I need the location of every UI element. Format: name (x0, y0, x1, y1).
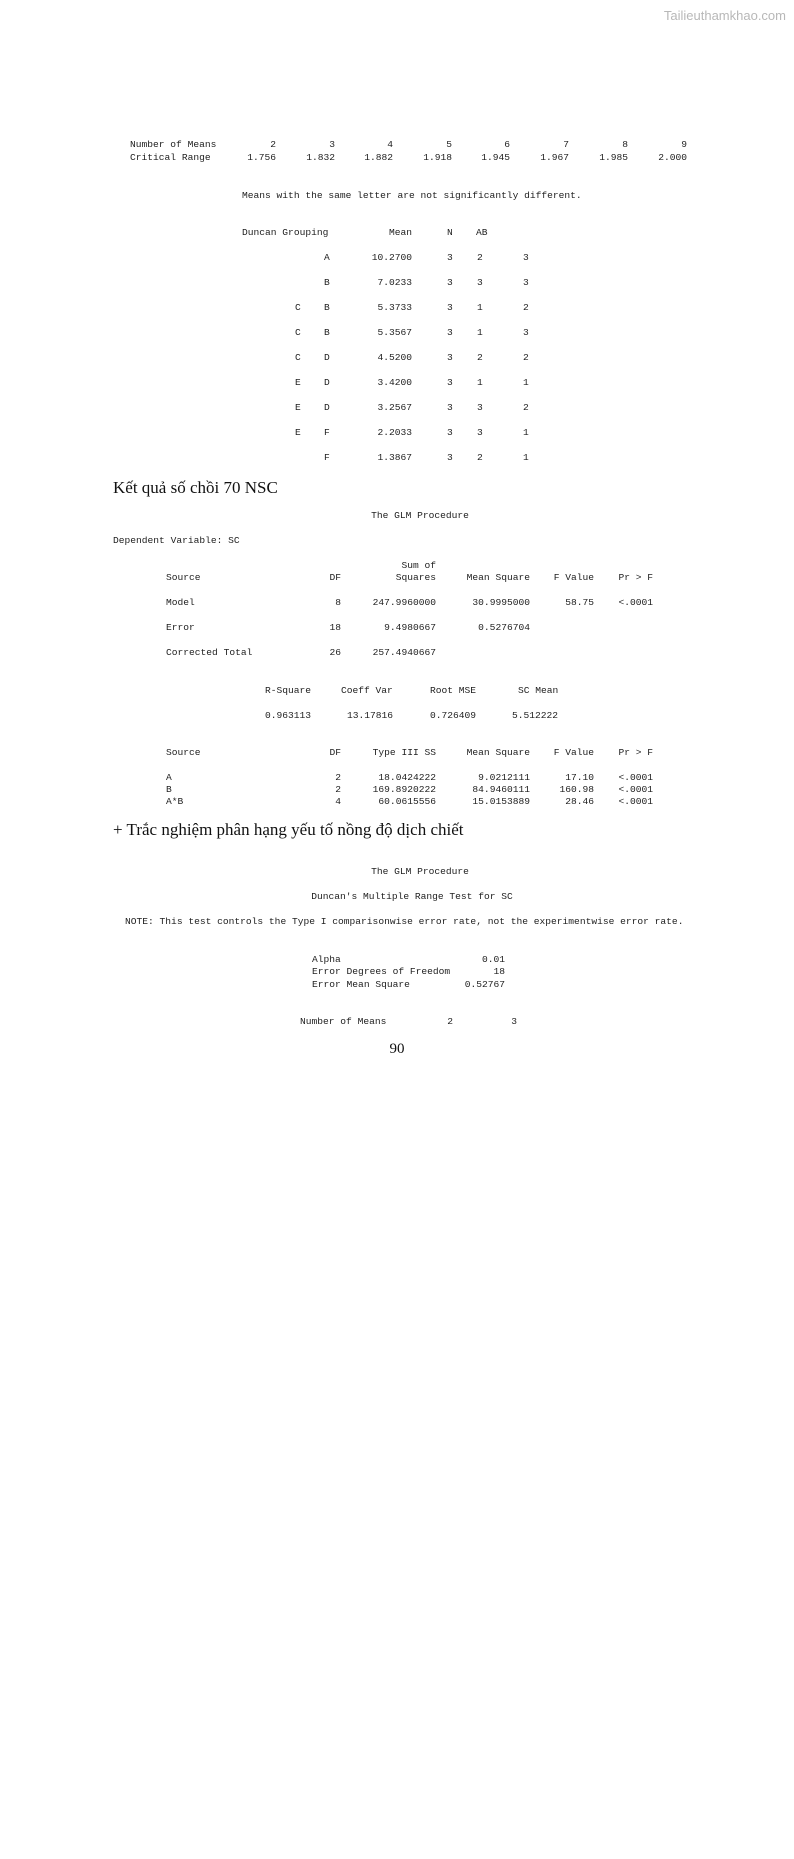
duncan-mean: 2.2033 (377, 427, 412, 438)
duncan-mean: 5.3733 (377, 302, 412, 313)
duncan-letter-2: B (324, 277, 330, 288)
duncan-n: 3 (447, 452, 453, 463)
header-type3-ss: Type III SS (372, 747, 436, 758)
anova-source: Model (166, 597, 195, 608)
critical-range-value: 2.000 (658, 152, 687, 163)
header-mean: Mean (388, 227, 412, 238)
anova-ss: 257.4940667 (372, 647, 436, 658)
anova-ms: 0.5276704 (478, 622, 530, 633)
duncan-b: 1 (523, 452, 529, 463)
param-label-alpha: Alpha (312, 954, 341, 965)
procedure-title: The GLM Procedure (371, 866, 469, 877)
header-coeff-var: Coeff Var (341, 685, 393, 696)
page-number: 90 (389, 1041, 405, 1057)
anova-source: Corrected Total (166, 647, 253, 658)
duncan-mean: 3.2567 (377, 402, 412, 413)
anova-df: 18 (329, 622, 341, 633)
critical-range-value: 1.882 (364, 152, 393, 163)
type3-f: 17.10 (565, 772, 594, 783)
duncan-a: 3 (477, 277, 483, 288)
duncan-mean: 4.5200 (377, 352, 412, 363)
type3-f: 160.98 (559, 784, 594, 795)
critical-range-value: 1.967 (540, 152, 569, 163)
duncan-a: 2 (477, 452, 483, 463)
header-ss-top: Sum of (401, 560, 436, 571)
duncan-n: 3 (447, 352, 453, 363)
duncan-letter-1: C (295, 352, 301, 363)
duncan-letter-1: C (295, 302, 301, 313)
header-ss-bottom: Squares (395, 572, 436, 583)
means-count: 4 (387, 139, 393, 150)
duncan-a: 3 (477, 402, 483, 413)
anova-ss: 9.4980667 (384, 622, 436, 633)
duncan-letter-1: C (295, 327, 301, 338)
type3-df: 2 (335, 772, 341, 783)
duncan-mean: 10.2700 (371, 252, 412, 263)
coeff-var-value: 13.17816 (347, 710, 394, 721)
means-count: 7 (563, 139, 569, 150)
type3-df: 2 (335, 784, 341, 795)
duncan-mean: 3.4200 (377, 377, 412, 388)
param-value-error-ms: 0.52767 (464, 979, 505, 990)
type3-p: <.0001 (618, 796, 653, 807)
means-count: 5 (446, 139, 452, 150)
row-label-number-of-means: Number of Means (300, 1016, 387, 1027)
duncan-letter-2: B (324, 302, 330, 313)
critical-range-value: 1.918 (423, 152, 452, 163)
header-mean-square: Mean Square (466, 572, 530, 583)
duncan-a: 2 (477, 352, 483, 363)
duncan-n: 3 (447, 427, 453, 438)
duncan-letter-1: E (295, 402, 301, 413)
header-f-value: F Value (553, 572, 594, 583)
duncan-letter-2: F (324, 427, 330, 438)
row-label-number-of-means: Number of Means (130, 139, 217, 150)
duncan-n: 3 (447, 402, 453, 413)
header-sc-mean: SC Mean (518, 685, 559, 696)
header-df: DF (329, 747, 341, 758)
type3-ms: 9.0212111 (478, 772, 530, 783)
dependent-variable: Dependent Variable: SC (113, 535, 240, 546)
duncan-n: 3 (447, 302, 453, 313)
duncan-a: 1 (477, 302, 483, 313)
means-count: 2 (447, 1016, 453, 1027)
type3-f: 28.46 (565, 796, 594, 807)
anova-ms: 30.9995000 (472, 597, 530, 608)
header-df: DF (329, 572, 341, 583)
param-value-alpha: 0.01 (481, 954, 505, 965)
duncan-letter-2: F (324, 452, 330, 463)
duncan-letter-2: B (324, 327, 330, 338)
duncan-n: 3 (447, 327, 453, 338)
duncan-a: 1 (477, 327, 483, 338)
header-source: Source (166, 747, 201, 758)
duncan-n: 3 (447, 277, 453, 288)
duncan-mean: 1.3867 (377, 452, 412, 463)
header-root-mse: Root MSE (430, 685, 477, 696)
duncan-b: 3 (523, 327, 529, 338)
critical-range-value: 1.985 (599, 152, 628, 163)
type3-ss: 60.0615556 (378, 796, 436, 807)
means-note: Means with the same letter are not significantly different. (242, 190, 582, 201)
duncan-b: 3 (523, 252, 529, 263)
duncan-letter-2: D (324, 377, 330, 388)
type3-p: <.0001 (618, 772, 653, 783)
section-heading: + Trắc nghiệm phân hạng yếu tố nồng độ dịch chiết (113, 820, 464, 839)
critical-range-value: 1.756 (247, 152, 276, 163)
critical-range-value: 1.945 (481, 152, 510, 163)
header-mean-square: Mean Square (466, 747, 530, 758)
means-count: 6 (504, 139, 510, 150)
means-count: 2 (270, 139, 276, 150)
type3-source: A (166, 772, 172, 783)
critical-range-value: 1.832 (306, 152, 335, 163)
means-count: 3 (329, 139, 335, 150)
r-square-value: 0.963113 (265, 710, 312, 721)
header-n: N (447, 227, 453, 238)
type3-source: B (166, 784, 172, 795)
header-p-value: Pr > F (618, 747, 653, 758)
duncan-b: 1 (523, 377, 529, 388)
type3-ms: 84.9460111 (472, 784, 530, 795)
type3-ms: 15.0153889 (472, 796, 530, 807)
duncan-mean: 5.3567 (377, 327, 412, 338)
duncan-b: 2 (523, 402, 529, 413)
anova-ss: 247.9960000 (372, 597, 436, 608)
duncan-b: 2 (523, 302, 529, 313)
duncan-b: 2 (523, 352, 529, 363)
type3-df: 4 (335, 796, 341, 807)
anova-df: 8 (335, 597, 341, 608)
anova-f: 58.75 (565, 597, 594, 608)
duncan-mean: 7.0233 (377, 277, 412, 288)
anova-source: Error (166, 622, 195, 633)
header-f-value: F Value (553, 747, 594, 758)
duncan-a: 1 (477, 377, 483, 388)
duncan-letter-1: E (295, 427, 301, 438)
watermark: Tailieuthamkhao.com (663, 8, 786, 23)
critical-range-table (0, 0, 794, 242)
duncan-letter-2: D (324, 352, 330, 363)
means-count: 9 (681, 139, 687, 150)
header-duncan-grouping: Duncan Grouping (242, 227, 329, 238)
header-p-value: Pr > F (618, 572, 653, 583)
test-note: NOTE: This test controls the Type I comparisonwise error rate, not the experimentwise error rate. (125, 916, 684, 927)
header-source: Source (166, 572, 201, 583)
duncan-n: 3 (447, 252, 453, 263)
duncan-letter-1: E (295, 377, 301, 388)
procedure-title: The GLM Procedure (371, 510, 469, 521)
type3-ss: 169.8920222 (372, 784, 436, 795)
anova-df: 26 (329, 647, 341, 658)
param-label-error-ms: Error Mean Square (312, 979, 410, 990)
param-label-error-df: Error Degrees of Freedom (312, 966, 451, 977)
duncan-b: 1 (523, 427, 529, 438)
param-value-error-df: 18 (493, 966, 505, 977)
section-heading: Kết quả số chồi 70 NSC (113, 478, 278, 497)
header-r-square: R-Square (265, 685, 312, 696)
duncan-letter-2: D (324, 402, 330, 413)
type3-ss: 18.0424222 (378, 772, 436, 783)
duncan-n: 3 (447, 377, 453, 388)
duncan-a: 3 (477, 427, 483, 438)
means-count: 8 (622, 139, 628, 150)
test-subtitle: Duncan's Multiple Range Test for SC (311, 891, 513, 902)
row-label-critical-range: Critical Range (130, 152, 211, 163)
means-count: 3 (511, 1016, 517, 1027)
root-mse-value: 0.726409 (430, 710, 477, 721)
header-ab: AB (476, 227, 488, 238)
type3-source: A*B (166, 796, 184, 807)
duncan-b: 3 (523, 277, 529, 288)
duncan-a: 2 (477, 252, 483, 263)
duncan-letter-2: A (324, 252, 330, 263)
sc-mean-value: 5.512222 (512, 710, 559, 721)
anova-p: <.0001 (618, 597, 653, 608)
type3-p: <.0001 (618, 784, 653, 795)
